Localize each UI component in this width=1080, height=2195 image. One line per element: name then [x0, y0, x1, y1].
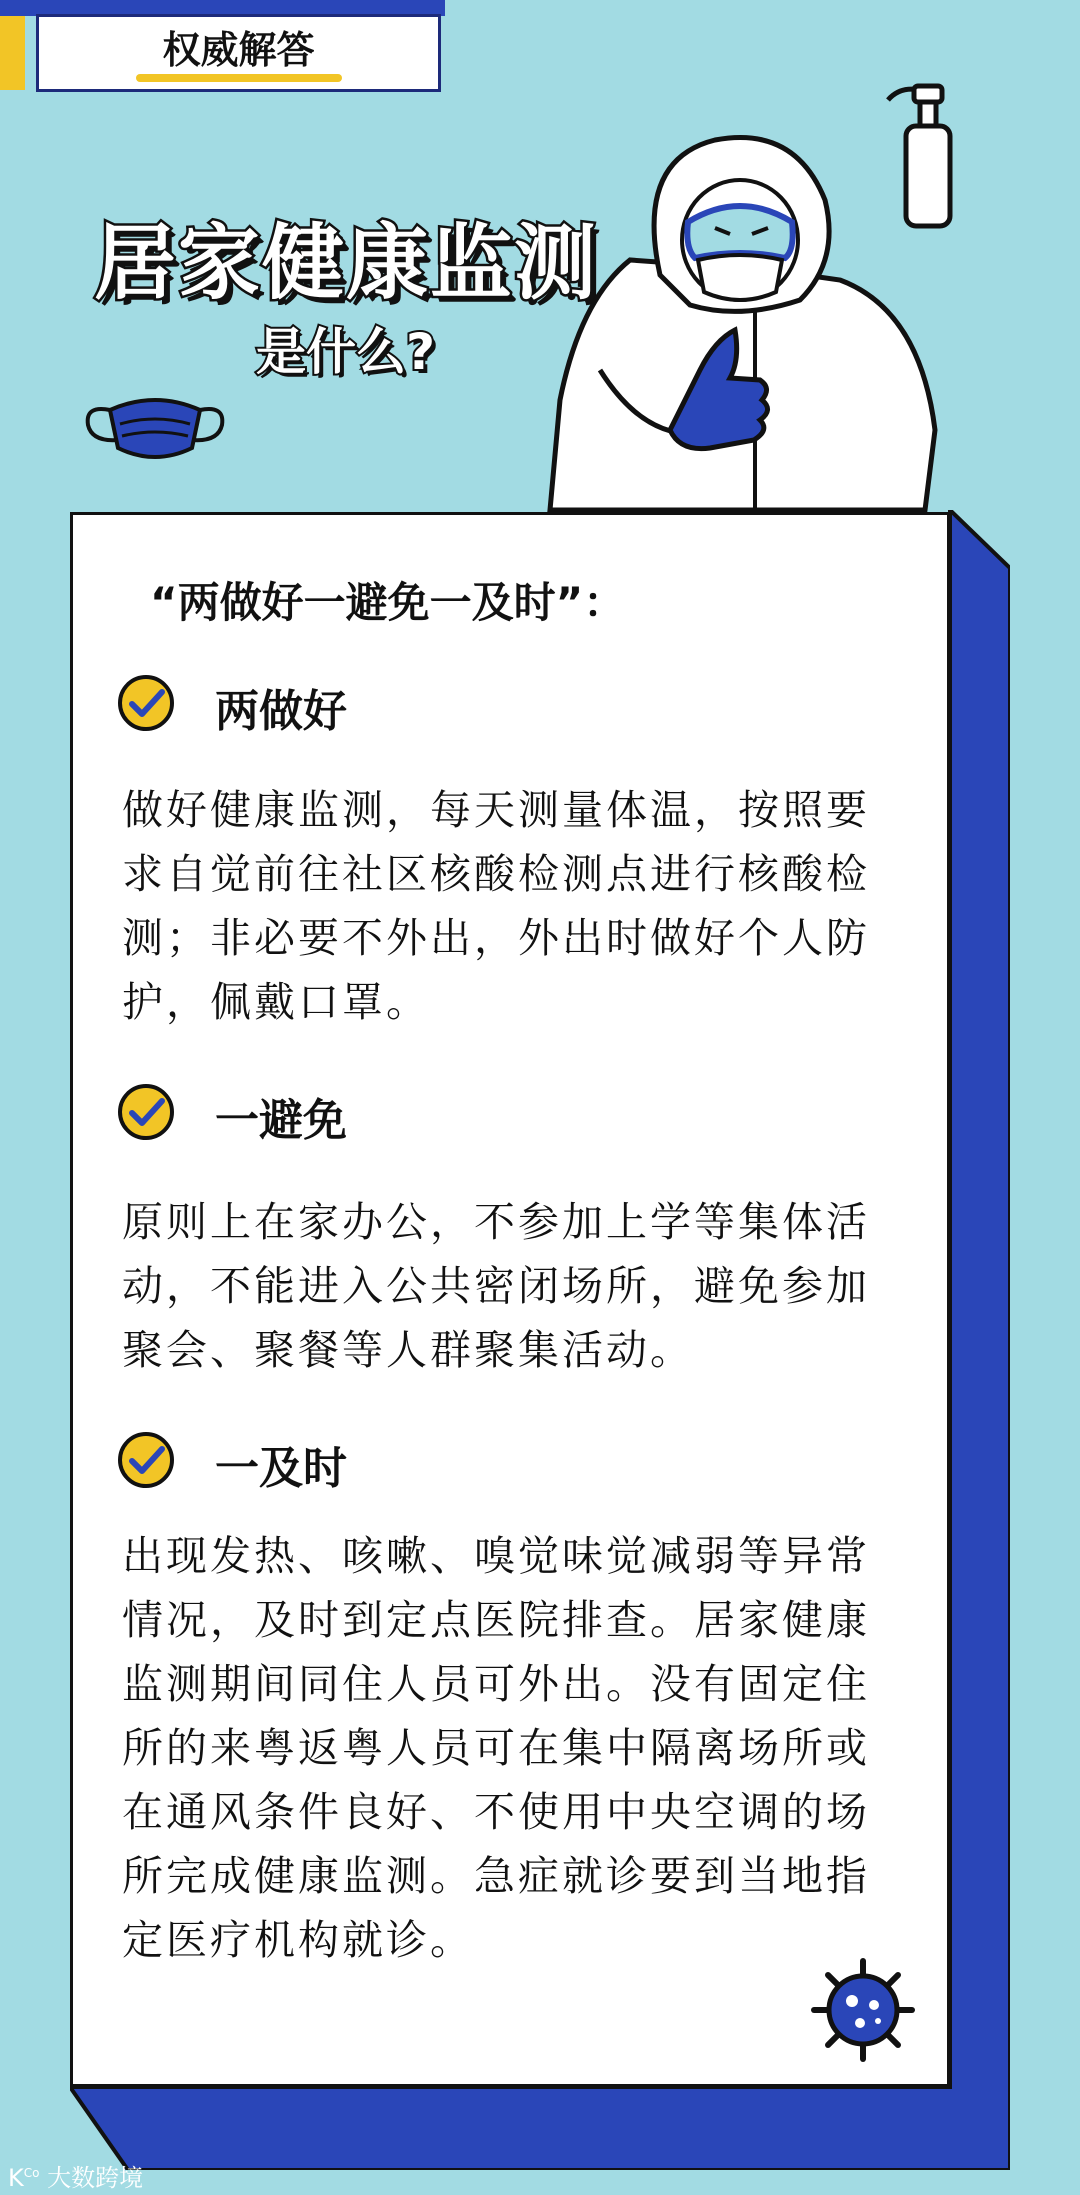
card-intro: “两做好一避免一及时”： [150, 578, 626, 627]
page-title: 居家健康监测 [94, 216, 599, 311]
section-body-1: 做好健康监测，每天测量体温，按照要求自觉前往社区核酸检测点进行核酸检测；非必要不外出，外出时做好个人防护，佩戴口罩。 [122, 786, 870, 1026]
section-heading-3: 一及时 [215, 1443, 347, 1494]
check-circle-icon [116, 1430, 176, 1490]
protective-suit-figure [540, 130, 940, 515]
section-body-2: 原则上在家办公，不参加上学等集体活动，不能进入公共密闭场所，避免参加聚会、聚餐等人群聚集活动。 [122, 1198, 870, 1374]
section-heading-1: 两做好 [215, 686, 347, 737]
section-heading-2: 一避免 [215, 1095, 347, 1146]
section-body-3: 出现发热、咳嗽、嗅觉味觉减弱等异常情况，及时到定点医院排查。居家健康监测期间同住人员可外出。没有固定住所的来粤返粤人员可在集中隔离场所或在通风条件良好、不使用中央空调的场所完成健康监测。急症就诊要到当地指定医疗机构就诊。 [122, 1532, 870, 1964]
watermark: $K^{Co}$ 大数跨境 [8, 2164, 144, 2192]
tag-label: 权威解答 [162, 28, 315, 72]
page-subtitle: 是什么? [256, 323, 436, 381]
mask-icon [80, 380, 230, 470]
check-circle-icon [116, 673, 176, 733]
tag-underline [136, 74, 342, 82]
virus-icon [808, 1955, 918, 2065]
check-circle-icon [116, 1082, 176, 1142]
